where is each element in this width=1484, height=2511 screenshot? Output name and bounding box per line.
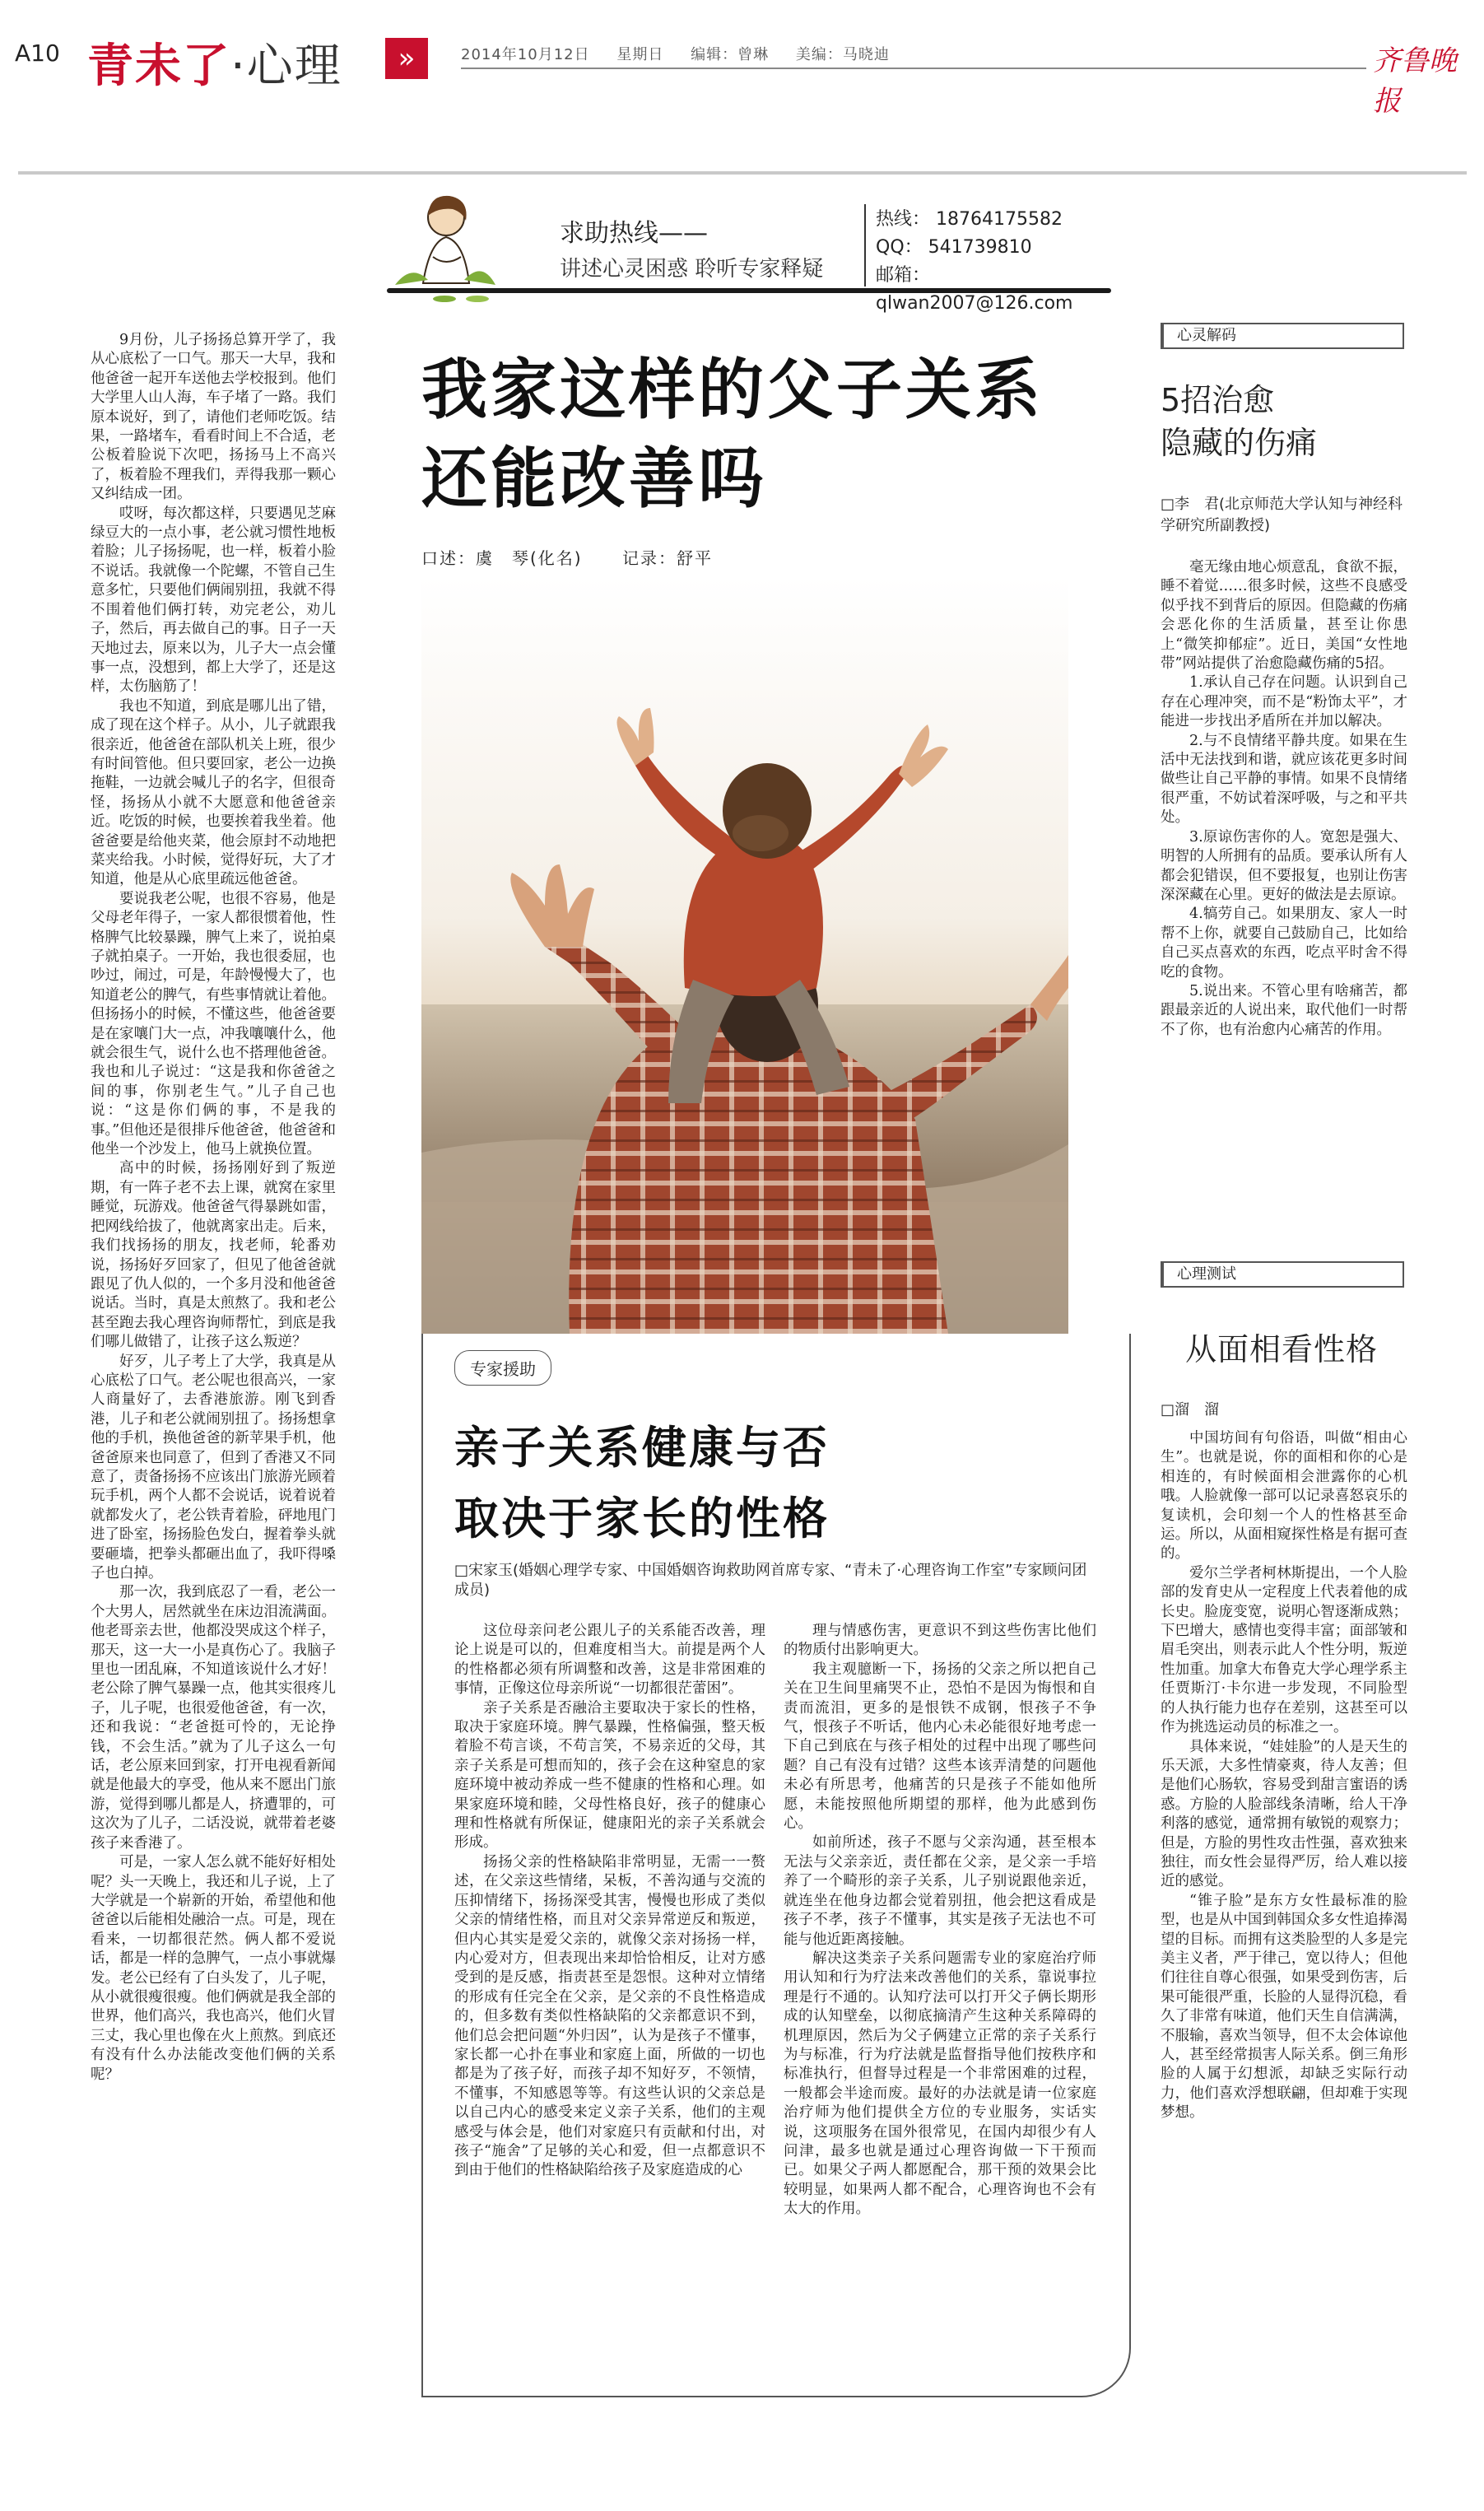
section-name: 青未了 <box>87 40 230 93</box>
newspaper-logo: 齐鲁晚报 <box>1373 44 1457 118</box>
issue-meta <box>461 43 911 64</box>
letter-paragraph: 9月份，儿子扬扬总算开学了，我从心底松了一口气。那天一大早，我和他爸爸一起开车送他去学校报到。他们大学里人山人海，车子堵了一路。我们原本说好，到了，请他们老师吃饭。结果，一路堵车，看看时间上不合适，老公板着脸说下次吧，扬扬马上不高兴了，板着脸不理我们，弄得我那一颗心又纠结成一团。 <box>91 332 336 503</box>
expert-headline <box>454 1413 1030 1554</box>
hotline-contacts <box>876 206 1111 318</box>
expert-tag: 专家援助 <box>454 1350 551 1386</box>
issue-editor: 编辑：曾琳 <box>691 46 770 63</box>
sidebar-paragraph: 5.说出来。不管心里有啥痛苦，都跟最亲近的人说出来，取代他们一时帮不了你，也有治愈内心痛苦的作用。 <box>1161 982 1407 1038</box>
page-number: A10 <box>15 40 60 67</box>
section-arrow-icon: » <box>385 38 428 79</box>
header-divider <box>18 171 1467 175</box>
sidebar-author: □溜 溜 <box>1161 1401 1220 1419</box>
expert-paragraph: 如前所述，孩子不愿与父亲沟通，甚至根本无法与父亲亲近，责任都在父亲，是父亲一手培养了一个畸形的亲子关系，儿子别说跟他亲近，就连坐在他身边都会觉着别扭，他会把这看成是孩子不孝，孩子不懂事，其实是孩子无法也不可能与他近距离接触。 <box>784 1834 1096 1948</box>
sidebar-paragraph: 2.与不良情绪平静共度。如果在生活中无法找到和谐，就应该花更多时间做些让自己平静的事情。如果不良情绪很严重，不妨试着深呼吸，与之和平共处。 <box>1161 732 1407 827</box>
sidebar-paragraph: 爱尔兰学者柯林斯提出，一个人脸部的发育史从一定程度上代表着他的成长史。脸庞变宽，说明心智逐渐成熟；下巴增大，感情也变得丰富；面部皱和眉毛突出，则表示此人个性分明，叛逆性加重。加拿大布鲁克大学心理学系主任贾斯汀·卡尔进一步发现，不同脸型的人执行能力也存在差别，这甚至可以作为挑选运动员的标准之一。 <box>1161 1564 1407 1736</box>
headline-line-1: 我家这样的父子关系 <box>421 352 1044 428</box>
byline-narrator: 口述：虞 琴(化名) <box>421 548 583 568</box>
expert-advice-box <box>421 1334 1131 2396</box>
letter-paragraph: 那一次，我到底忍了一看，老公一个大男人，居然就坐在床边泪流满面。他老哥亲去世，他都没哭成这个样子，那天，这一大一小是真伤心了。我脑子里也一团乱麻，不知道该说什么才好！老公除了脾气暴躁一点，他其实很疼儿子，儿子呢，也很爱他爸爸，有一次，还和我说：“老爸挺可怜的，无论挣钱，不会生活。”就为了儿子这么一句话，老公原来回到家，打开电视看新闻就是他最大的享受，他从来不愿出门旅游，觉得到哪儿都是人，挤遭罪的，可这次为了儿子，二话没说，就带着老婆孩子来香港了。 <box>91 1584 336 1852</box>
leaf-decoration-icon <box>428 295 510 303</box>
headline-line-2: 还能改善吗 <box>421 440 767 517</box>
section-subname: ·心理 <box>230 40 342 93</box>
byline <box>421 545 746 569</box>
letter-paragraph: 哎呀，每次都这样，只要遇见芝麻绿豆大的一点小事，老公就习惯性地板着脸；儿子扬扬呢，也一样，板着小脸不说话。我就像一个陀螺，不管自己生意多忙，只要他们俩闹别扭，我就不得不围着他们俩打转，劝完老公，劝儿子，然后，再去做自己的事。日子一天天地过去，原来以为，儿子大一点会懂事一点，没想到，都上大学了，还是这样，太伤脑筋了！ <box>91 505 336 696</box>
letter-paragraph: 要说我老公呢，也很不容易，他是父母老年得子，一家人都很惯着他，性格脾气比较暴躁，脾气上来了，说拍桌子就拍桌子。一开始，我也很委屈，也吵过，闹过，可是，年龄慢慢大了，也知道老公的脾气，有些事情就让着他。但扬扬小的时候，不懂这些，他爸爸要是在家嚷门大一点，冲我嚷嚷什么，他就会很生气，说什么也不搭理他爸爸。我也和儿子说过：“这是我和你爸爸之间的事，你别老生气。”儿子自己也说：“这是你们俩的事，不是我的事。”但他还是很排斥他爸爸，他爸爸和他坐一个沙发上，他马上就换位置。 <box>91 890 336 1158</box>
issue-date: 2014年10月12日 <box>461 46 590 63</box>
expert-paragraph: 理与情感伤害，更意识不到这些伤害比他们的物质付出影响更大。 <box>784 1623 1096 1659</box>
sidebar-paragraph: “锥子脸”是东方女性最标准的脸型，也是从中国到韩国众多女性追捧渴望的目标。而拥有这类脸型的人多是完美主义者，严于律己，宽以待人；但他们往往自尊心很强，如果受到伤害，后果可能很严重，长脸的人显得沉稳，看久了非常有味道，他们天生自信满满，不服输，喜欢当领导，但不太会体谅他人，甚至经常损害人际关系。倒三角形脸的人属于幻想派，却缺乏实际行动力，他们喜欢浮想联翩，但却难于实现梦想。 <box>1161 1892 1407 2122</box>
sidebar-paragraph: 4.犒劳自己。如果朋友、家人一时帮不上你，就要自己鼓励自己，比如给自己买点喜欢的东西，吃点平时舍不得吃的食物。 <box>1161 906 1407 981</box>
woman-illustration-icon <box>387 188 502 303</box>
section-title <box>87 30 342 96</box>
expert-paragraph: 扬扬父亲的性格缺陷非常明显，无需一一赘述，在父亲这些情绪，呆板，不善沟通与交流的压抑情绪下，扬扬深受其害，慢慢也形成了类似父亲的情绪性格，而且对父亲异常逆反和叛逆，但内心其实是爱父亲的，就像父亲对扬扬一样，内心爱对方，但表现出来却恰恰相反，让对方感受到的是反感，指责甚至是怨恨。这种对立情绪的形成有任完全在父亲，是父亲的不良性格造成的，但多数有类似性格缺陷的父亲都意识不到，他们总会把问题“外归因”，认为是孩子不懂事，家长都一心扑在事业和家庭上面，所做的一切也都是为了孩子好，而孩子却不知好歹，不领情，不懂事，不知感恩等等。有这些认识的父亲总是以自己内心的感受来定义亲子关系，他们的主观感受与体会是，他们对家庭只有贡献和付出，对孩子“施舍”了足够的关心和爱，但一点都意识不到由于他们的性格缺陷给孩子及家庭造成的心 <box>454 1853 765 2179</box>
sidebar-body <box>1161 558 1407 1266</box>
expert-author: □宋家玉(婚姻心理学专家、中国婚姻咨询救助网首席专家、“青未了·心理咨询工作室”专家顾问团成员) <box>454 1562 1087 1599</box>
sidebar-label-box <box>1161 1261 1404 1288</box>
issue-designer: 美编：马晓迪 <box>795 46 890 63</box>
letter-paragraph: 可是，一家人怎么就不能好好相处呢？头一天晚上，我还和儿子说，上了大学就是一个崭新的开始，希望他和他爸爸以后能相处融洽一点。可是，现在看来，一切都很茫然。俩人都不爱说话，都是一样的急脾气，一点小事就爆发。老公已经有了白头发了，儿子呢，从小就很瘦很瘦。他们俩就是我全部的世界，他们高兴，我也高兴，他们火冒三丈，我心里也像在火上煎熬。到底还有没有什么办法能改变他们俩的关系呢？ <box>91 1854 336 2083</box>
byline-recorder: 记录：舒平 <box>621 548 713 568</box>
expert-column-2 <box>784 1622 1096 2346</box>
sidebar-body <box>1161 1429 1407 2384</box>
header-rule <box>461 68 1366 69</box>
page-header <box>0 0 1484 165</box>
father-child-photo <box>421 576 1068 1334</box>
expert-headline-line-2: 取决于家长的性格 <box>454 1493 830 1544</box>
expert-paragraph: 我主观臆断一下，扬扬的父亲之所以把自己关在卫生间里痛哭不止，恐怕不是因为悔恨和自责而流泪，更多的是恨铁不成钢，恨孩子不争气，恨孩子不听话，他内心未必能很好地考虑一下自己到底在与孩子相处的过程中出现了哪些问题？自己有没有过错？这些本该弄清楚的问题他未必有所思考，他痛苦的只是孩子不能如他所愿，未能按照他所期望的那样，他为此感到伤心。 <box>784 1661 1096 1833</box>
hotline-email: 邮箱： qlwan2007@126.com <box>876 265 1073 314</box>
letter-paragraph: 我也不知道，到底是哪儿出了错，成了现在这个样子。从小，儿子就跟我很亲近，他爸爸在部队机关上班，很少有时间管他。但只要回家，老公一边换拖鞋，一边就会喊儿子的名字，但很奇怪，扬扬从小就不大愿意和他爸爸亲近。吃饭的时候，也要挨着我坐着。他爸爸要是给他夹菜，他会原封不动地把菜夹给我。小时候，觉得好玩，大了才知道，他是从心底里疏远他爸爸。 <box>91 697 336 888</box>
letter-paragraph: 好歹，儿子考上了大学，我真是从心底松了口气。老公呢也很高兴，一家人商量好了，去香港旅游。刚飞到香港，儿子和老公就闹别扭了。扬扬想拿他的手机，换他爸爸的新苹果手机，他爸爸原来也同意了，但到了香港又不同意了，责备扬扬不应该出门旅游光顾着玩手机，两个人都不会说话，说着说着就都发火了，老公铁青着脸，砰地甩门进了卧室，扬扬脸色发白，握着拳头就要砸墙，把拳头都砸出血了，我吓得嗓子也白掉。 <box>91 1353 336 1582</box>
sidebar-paragraph: 毫无缘由地心烦意乱，食欲不振，睡不着觉……很多时候，这些不良感受似乎找不到背后的原因。但隐藏的伤痛会恶化你的生活质量，甚至让你患上“微笑抑郁症”。近日，美国“女性地带”网站提供了治愈隐藏伤痛的5招。 <box>1161 559 1407 673</box>
expert-paragraph: 解决这类亲子关系问题需专业的家庭治疗师用认知和行为疗法来改善他们的关系，靠说事拉理是行不通的。认知疗法可以打开父子俩长期形成的认知壁垒，以彻底摘清产生这种关系障碍的机理原因，然后为父子俩建立正常的亲子关系行为与标准，行为疗法就是监督指导他们按秩序和标准执行，但督导过程是一个非常困难的过程，一般都会半途而废。最好的办法就是请一位家庭治疗师为他们提供全方位的专业服务，实话实说，这项服务在国外很常见，在国内却很少有人问津，最多也就是通过心理咨询做一下干预而已。如果父子两人都愿配合，那干预的效果会比较明显，如果两人都不配合，心理咨询也不会有太大的作用。 <box>784 1950 1096 2218</box>
main-headline <box>421 346 1096 524</box>
sidebar-label: 心灵解码 <box>1177 327 1236 344</box>
issue-weekday: 星期日 <box>616 46 664 63</box>
hotline-phone: 热线： 18764175582 <box>876 209 1063 230</box>
hotline-separator <box>864 204 866 287</box>
hotline-title: 求助热线—— <box>560 219 708 248</box>
sidebar-author: □李 君(北京师范大学认知与神经科学研究所副教授) <box>1161 496 1403 534</box>
sidebar-label-box <box>1161 323 1404 349</box>
sidebar-paragraph: 中国坊间有句俗语，叫做“相由心生”。也就是说，你的面相和你的心是相连的，有时候面相会泄露你的心机哦。人脸就像一部可以记录喜怒哀乐的复读机，会印刻一个人的性格甚至命运。所以，从面相窥探性格是有据可查的。 <box>1161 1430 1407 1563</box>
hotline-qq: QQ： 541739810 <box>876 237 1032 258</box>
expert-headline-line-1: 亲子关系健康与否 <box>454 1422 830 1474</box>
hotline-subtitle: 讲述心灵困惑 聆听专家释疑 <box>560 257 824 282</box>
sidebar-title-line-2: 隐藏的伤痛 <box>1161 425 1318 461</box>
sidebar-title <box>1161 379 1317 464</box>
expert-paragraph: 亲子关系是否融洽主要取决于家长的性格，取决于家庭环境。脾气暴躁，性格偏强，整天板着脸不苟言谈，不苟言笑，不易亲近的父母，其亲子关系是可想而知的，孩子会在这种窒息的家庭环境中被动养成一些不健康的性格和心理。如果家庭环境和睦，父母性格良好，孩子的健康心理和性格就有所保证，健康阳光的亲子关系就会形成。 <box>454 1699 765 1852</box>
sidebar-paragraph: 具体来说，“娃娃脸”的人是天生的乐天派，大多性情豪爽，待人友善；但是他们心肠软，容易受到甜言蜜语的诱惑。方脸的人脸部线条清晰，给人干净利落的感觉，通常拥有敏锐的观察力；但是，方脸的男性攻击性强，喜欢独来独往，而女性会显得严厉，给人难以接近的感觉。 <box>1161 1738 1407 1890</box>
sidebar-title: 从面相看性格 <box>1185 1331 1379 1367</box>
sidebar-label: 心理测试 <box>1177 1265 1236 1283</box>
hotline-underline <box>387 288 1111 293</box>
expert-paragraph: 这位母亲问老公跟儿子的关系能否改善，理论上说是可以的，但难度相当大。前提是两个人的性格都必须有所调整和改善，这是非常困难的事情，正像这位母亲所说“一切都很茫蕾困”。 <box>454 1623 765 1698</box>
sidebar-title-line-1: 5招治愈 <box>1161 382 1275 418</box>
reader-letter-column <box>91 331 336 2348</box>
sidebar-paragraph: 1.承认自己存在问题。认识到自己存在心理冲突，而不是“粉饰太平”，才能进一步找出矛盾所在并加以解决。 <box>1161 674 1407 730</box>
father-child-sunset-photo-icon <box>421 576 1068 1334</box>
sidebar-paragraph: 3.原谅伤害你的人。宽恕是强大、明智的人所拥有的品质。要承认所有人都会犯错误，但不要报复，也别让伤害深深藏在心里。更好的做法是去原谅。 <box>1161 828 1407 903</box>
letter-paragraph: 高中的时候，扬扬刚好到了叛逆期，有一阵子老不去上课，就窝在家里睡觉，玩游戏。他爸爸气得暴跳如雷，把网线给拔了，他就离家出走。后来，我们找扬扬的朋友，找老师，轮番劝说，扬扬好歹回家了，但见了他爸爸就跟见了仇人似的，一个多月没和他爸爸说话。当时，真是太煎熬了。我和老公甚至跑去我心理咨询师帮忙，到底是我们哪儿做错了，让孩子这么叛逆？ <box>91 1160 336 1351</box>
hotline-banner <box>387 188 1111 314</box>
expert-column-1 <box>454 1622 765 2346</box>
